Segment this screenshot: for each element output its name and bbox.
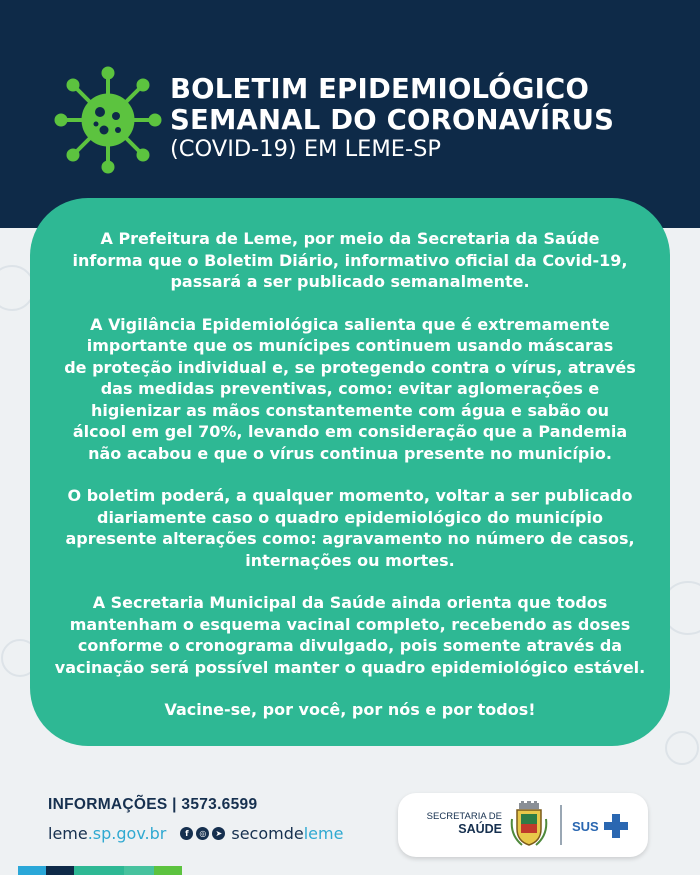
handle-suffix: leme (303, 824, 344, 843)
title-line-2: SEMANAL DO CORONAVÍRUS (170, 104, 615, 136)
paragraph-boletim: O boletim poderá, a qualquer momento, voltar a ser publicado diariamente caso o quadro epidemiológico do município apresente alterações como: agravamento no número de casos, internações ou mortes. (65, 486, 635, 570)
coronavirus-icon (52, 64, 164, 176)
web-line (48, 824, 343, 843)
title-block (170, 74, 614, 163)
paragraph-slogan: Vacine-se, por você, por nós e por todos! (164, 700, 536, 719)
leme-coat-of-arms-icon (510, 801, 548, 849)
header-banner (0, 0, 700, 228)
institutional-logos (398, 793, 648, 857)
secretaria-saude-logo (420, 811, 502, 836)
secretaria-label: SECRETARIA DE (426, 811, 502, 822)
saude-label: SAÚDE (458, 822, 502, 836)
social-handle[interactable] (231, 824, 343, 843)
color-bar-segment-1 (18, 866, 46, 875)
sus-logo (572, 813, 629, 839)
message-card (30, 198, 670, 746)
instagram-icon[interactable]: ◎ (196, 827, 209, 840)
paragraph-vacinacao: A Secretaria Municipal da Saúde ainda orienta que todos mantenham o esquema vacinal completo, recebendo as doses conforme o cronograma divulgado, pois somente através da vacinação será possível manter o quadro epidemiológico estável. (54, 593, 646, 677)
telegram-icon[interactable]: ➤ (212, 827, 225, 840)
title-line-1: BOLETIM EPIDEMIOLÓGICO (170, 73, 590, 105)
website-link[interactable] (48, 824, 166, 843)
info-phone: INFORMAÇÕES | 3573.6599 (48, 796, 258, 813)
facebook-icon[interactable]: f (180, 827, 193, 840)
url-suffix: .sp.gov.br (87, 824, 167, 843)
subtitle: (COVID-19) EM LEME-SP (170, 136, 441, 162)
sus-label: SUS (572, 818, 599, 834)
footer-color-bar (18, 866, 182, 875)
logo-divider (560, 805, 562, 845)
social-icons (180, 827, 225, 840)
color-bar-segment-2 (46, 866, 74, 875)
paragraph-intro: A Prefeitura de Leme, por meio da Secretaria da Saúde informa que o Boletim Diário, informativo oficial da Covid-19, passará a ser publicado semanalmente. (72, 229, 628, 291)
paragraph-vigilancia: A Vigilância Epidemiológica salienta que é extremamente importante que os munícipes continuem usando máscaras de proteção individual e, se protegendo contra o vírus, através das medidas preventivas, como: evitar aglomerações e higienizar as mãos constantemente com água e sabão ou álcool em gel 70%, levando em consideração que a Pandemia não acabou e que o vírus continua presente no município. (64, 314, 636, 463)
handle-prefix: secomde (231, 824, 304, 843)
color-bar-segment-3 (74, 866, 124, 875)
url-prefix: leme (48, 824, 88, 843)
color-bar-segment-5 (154, 866, 182, 875)
sus-cross-icon (603, 813, 629, 839)
color-bar-segment-4 (124, 866, 154, 875)
footer-info (48, 796, 343, 843)
